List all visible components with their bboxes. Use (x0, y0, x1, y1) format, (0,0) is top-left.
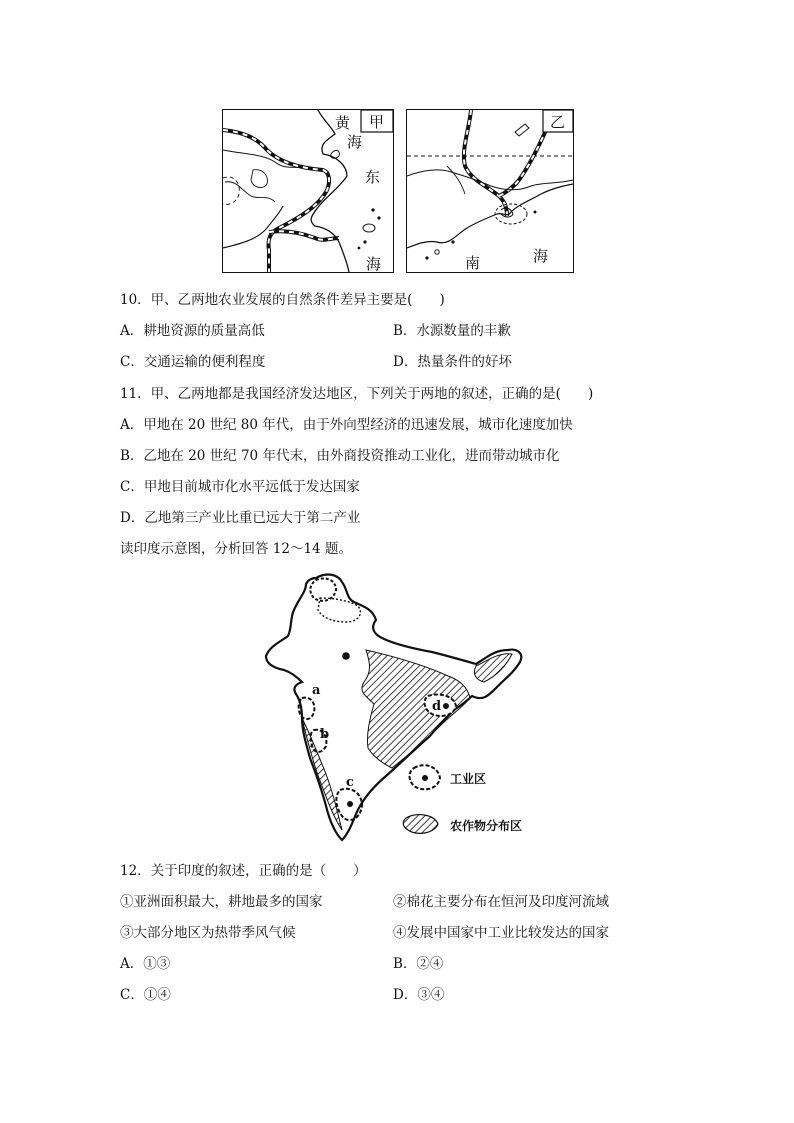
q12-option-b: B．②④ (393, 956, 444, 972)
legend-crop-icon (403, 815, 438, 834)
q12-statement-3: ③大部分地区为热带季风气候 (120, 925, 296, 941)
legend-industrial-label: 工业区 (450, 772, 487, 786)
q11-option-b: B．乙地在 20 世纪 70 年代末，由外商投资推动工业化，进而带动城市化 (120, 448, 560, 464)
india-intro: 读印度示意图，分析回答 12～14 题。 (120, 541, 352, 557)
map-yi-drawing (407, 110, 573, 272)
q10-option-b: B．水源数量的丰歉 (393, 323, 511, 339)
india-map-drawing (262, 568, 552, 846)
q10-option-d: D．热量条件的好坏 (393, 354, 512, 370)
legend-crop-label: 农作物分布区 (450, 819, 523, 833)
map-yi-name-label: 乙 (550, 113, 566, 131)
q11-option-c: C．甲地目前城市化水平远低于发达国家 (120, 479, 360, 495)
map-jia (222, 109, 394, 273)
india-map (262, 568, 552, 846)
map-jia-drawing (223, 110, 393, 272)
map-jia-sea-label-1: 黄 (335, 114, 351, 132)
q12-option-a: A．①③ (120, 956, 171, 972)
india-label-c: c (346, 775, 354, 790)
india-label-a: a (312, 683, 321, 698)
q12-option-c: C．①④ (120, 987, 171, 1003)
map-yi-sea-label-1: 南 (465, 254, 481, 272)
q12-stem: 12．关于印度的叙述，正确的是（ ） (120, 863, 367, 879)
india-label-b: b (320, 727, 330, 742)
q10-stem: 10．甲、乙两地农业发展的自然条件差异主要是( ) (120, 292, 445, 308)
q11-stem: 11．甲、乙两地都是我国经济发达地区，下列关于两地的叙述，正确的是( ) (120, 386, 594, 402)
q10-option-c: C．交通运输的便利程度 (120, 354, 266, 370)
q12-statement-4: ④发展中国家中工业比较发达的国家 (393, 925, 609, 941)
q11-option-a: A．甲地在 20 世纪 80 年代，由于外向型经济的迅速发展，城市化速度加快 (120, 417, 573, 433)
q12-statement-1: ①亚洲面积最大，耕地最多的国家 (120, 894, 323, 910)
map-jia-sea-label-4: 海 (366, 255, 382, 272)
q12-option-d: D．③④ (393, 987, 445, 1003)
q11-option-d: D．乙地第三产业比重已远大于第二产业 (120, 510, 361, 526)
map-jia-name-label: 甲 (369, 113, 385, 131)
q12-statement-2: ②棉花主要分布在恒河及印度河流域 (393, 894, 609, 910)
map-jia-sea-label-2: 海 (347, 133, 363, 151)
map-jia-sea-label-3: 东 (365, 168, 381, 186)
india-label-d: d (432, 699, 442, 714)
map-yi (406, 109, 574, 273)
map-yi-sea-label-2: 海 (533, 247, 549, 265)
q10-option-a: A．耕地资源的质量高低 (120, 323, 265, 339)
